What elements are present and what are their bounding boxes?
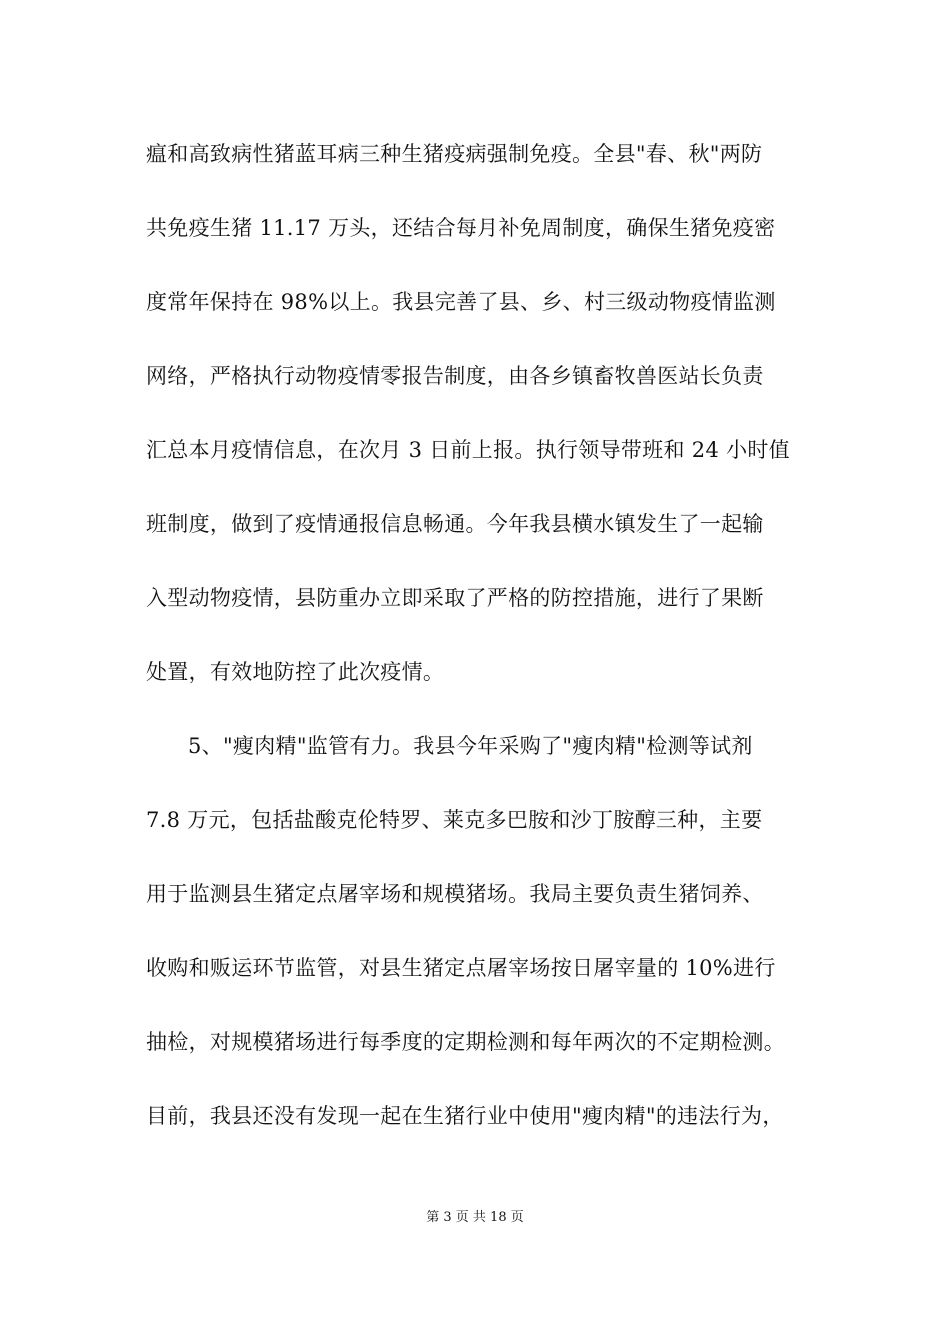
text-line: 汇总本月疫情信息，在次月 3 日前上报。执行领导带班和 24 小时值 (146, 438, 790, 462)
text-line: 班制度，做到了疫情通报信息畅通。今年我县横水镇发生了一起输 (146, 512, 764, 536)
text-line: 处置，有效地防控了此次疫情。 (146, 660, 445, 684)
text-line: 7.8 万元，包括盐酸克伦特罗、莱克多巴胺和沙丁胺醇三种，主要 (146, 808, 763, 832)
text-line: 用于监测县生猪定点屠宰场和规模猪场。我局主要负责生猪饲养、 (146, 882, 764, 906)
page-footer (0, 1209, 950, 1227)
body-text (146, 134, 826, 1170)
text-line: 目前，我县还没有发现一起在生猪行业中使用"瘦肉精"的违法行为， (146, 1104, 784, 1128)
text-line: 共免疫生猪 11.17 万头，还结合每月补免周制度，确保生猪免疫密 (146, 216, 776, 240)
text-line: 抽检，对规模猪场进行每季度的定期检测和每年两次的不定期检测。 (146, 1030, 785, 1054)
text-line: 瘟和高致病性猪蓝耳病三种生猪疫病强制免疫。全县"春、秋"两防 (146, 142, 763, 166)
text-line: 网络，严格执行动物疫情零报告制度，由各乡镇畜牧兽医站长负责 (146, 364, 764, 388)
page-number: 第 3 页 共 18 页 (426, 1210, 524, 1225)
text-line: 度常年保持在 98%以上。我县完善了县、乡、村三级动物疫情监测 (146, 290, 776, 314)
text-line: 收购和贩运环节监管，对县生猪定点屠宰场按日屠宰量的 10%进行 (146, 956, 776, 980)
paragraph-start-line: 5、"瘦肉精"监管有力。我县今年采购了"瘦肉精"检测等试剂 (188, 734, 753, 758)
text-line: 入型动物疫情，县防重办立即采取了严格的防控措施，进行了果断 (146, 586, 764, 610)
